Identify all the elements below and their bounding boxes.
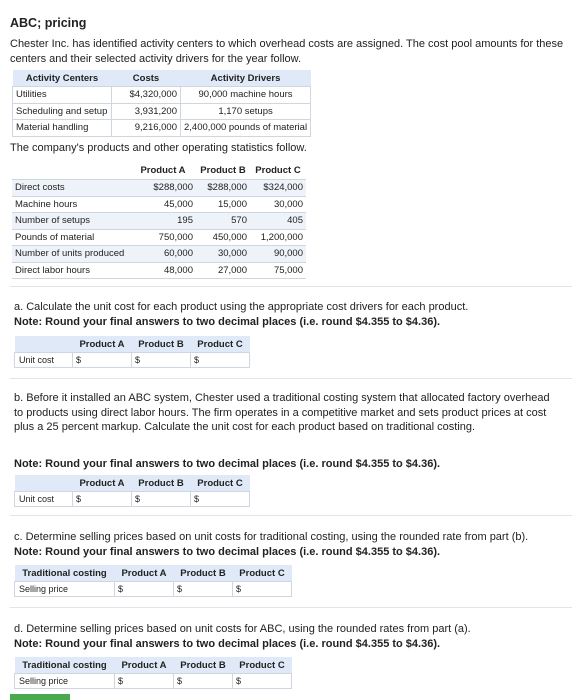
part-d-note: Note: Round your final answers to two decimal places (i.e. round $4.355 to $4.36). [14,638,441,650]
col-header [12,161,130,180]
col-header: Product B [200,164,246,176]
stats-intro: The company's products and other operating statistics follow. [10,142,307,154]
answer-cell [73,353,132,368]
table-cell: 1,170 setups [181,103,311,120]
table-row [12,246,306,263]
col-header: Product B [174,657,233,674]
table-cell: $288,000 [130,180,196,197]
table-cell: Material handling [13,120,112,137]
answer-cell [191,353,250,368]
col-header: Product B [132,475,191,492]
divider [10,286,572,287]
currency-symbol: $ [76,494,82,504]
table-row [12,196,306,213]
unit-cost-c-input[interactable] [202,355,242,365]
currency-symbol: $ [236,676,242,686]
part-c-answer-table [14,565,292,597]
part-d-question: d. Determine selling prices based on unit costs for ABC, using the rounded rates from part (a). [14,623,471,635]
trad-price-c-input[interactable] [244,584,284,594]
answer-cell [191,492,250,507]
table-cell: 75,000 [250,262,306,279]
col-header: Traditional costing [15,565,115,582]
table-cell: 15,000 [196,196,250,213]
table-row [13,87,311,104]
part-a-note: Note: Round your final answers to two decimal places (i.e. round $4.355 to $4.36). [14,316,441,328]
abc-price-a-input[interactable] [126,676,166,686]
table-cell: 3,931,200 [112,103,181,120]
currency-symbol: $ [236,584,242,594]
table-row [15,492,250,507]
table-row [15,674,292,689]
table-cell: 750,000 [130,229,196,246]
answer-cell [115,674,174,689]
row-label: Direct costs [12,180,130,197]
table-cell: 1,200,000 [250,229,306,246]
col-header: Product C [233,657,292,674]
col-header [15,336,73,353]
table-row [12,262,306,279]
trad-price-a-input[interactable] [126,584,166,594]
abc-price-c-input[interactable] [244,676,284,686]
row-label: Pounds of material [12,229,130,246]
row-label: Machine hours [12,196,130,213]
answer-cell [174,582,233,597]
col-header: Product A [115,565,174,582]
table-cell: 48,000 [130,262,196,279]
col-header: Activity Drivers [181,70,311,87]
trad-price-b-input[interactable] [185,584,225,594]
part-a-question: a. Calculate the unit cost for each product using the appropriate cost drivers for each product. [14,301,469,313]
col-header: Costs [112,70,181,87]
currency-symbol: $ [118,676,124,686]
row-label: Number of setups [12,213,130,230]
col-header: Product B [132,336,191,353]
table-cell: 90,000 [250,246,306,263]
divider [10,378,572,379]
unit-cost-b-input[interactable] [143,355,183,365]
part-c-question: c. Determine selling prices based on unit costs for traditional costing, using the rounded rate from part (b). [14,531,529,543]
table-row [12,229,306,246]
table-cell: 405 [250,213,306,230]
currency-symbol: $ [76,355,82,365]
table-row [13,103,311,120]
intro-text: Chester Inc. has identified activity centers to which overhead costs are assigned. The cost pool amounts for these centers and their selected activity drivers for the year follow. [10,38,564,65]
problem-title: ABC; pricing [10,16,87,30]
answer-cell [115,582,174,597]
col-header: Product A [73,475,132,492]
answer-cell [132,492,191,507]
table-cell: 60,000 [130,246,196,263]
row-label: Unit cost [15,492,73,507]
table-cell: 570 [196,213,250,230]
table-row [12,180,306,197]
cost-pool-table [12,70,311,137]
row-label: Unit cost [15,353,73,368]
table-cell: 195 [130,213,196,230]
col-header [15,475,73,492]
stats-table [12,161,306,279]
table-cell: 45,000 [130,196,196,213]
col-header: Product B [174,565,233,582]
currency-symbol: $ [118,584,124,594]
part-b-answer-table [14,475,250,507]
answer-cell [233,582,292,597]
part-b-note: Note: Round your final answers to two decimal places (i.e. round $4.355 to $4.36). [14,458,441,470]
trad-unit-cost-b-input[interactable] [143,494,183,504]
table-cell: 30,000 [250,196,306,213]
row-label: Number of units produced [12,246,130,263]
table-cell: 27,000 [196,262,250,279]
currency-symbol: $ [194,494,200,504]
table-row [15,582,292,597]
col-header: Traditional costing [15,657,115,674]
next-button[interactable] [10,694,70,700]
col-header: Product C [191,336,250,353]
table-cell: $324,000 [250,180,306,197]
table-row [12,213,306,230]
row-label: Selling price [15,582,115,597]
currency-symbol: $ [135,494,141,504]
table-row [13,120,311,137]
answer-cell [233,674,292,689]
divider [10,607,572,608]
row-label: Direct labor hours [12,262,130,279]
answer-cell [174,674,233,689]
answer-cell [132,353,191,368]
col-header: Product C [233,565,292,582]
col-header: Activity Centers [13,70,112,87]
table-cell: Scheduling and setup [13,103,112,120]
table-cell: $288,000 [196,180,250,197]
unit-cost-a-input[interactable] [84,355,124,365]
table-cell: Utilities [13,87,112,104]
trad-unit-cost-a-input[interactable] [84,494,124,504]
col-header: Product A [115,657,174,674]
col-header: Product A [73,336,132,353]
table-cell: 9,216,000 [112,120,181,137]
col-header: Product A [140,164,186,176]
row-label: Selling price [15,674,115,689]
trad-unit-cost-c-input[interactable] [202,494,242,504]
table-cell: 90,000 machine hours [181,87,311,104]
part-b-question: b. Before it installed an ABC system, Chester used a traditional costing system that allocated factory overhead to products using direct labor hours. The firm operates in a competitive market and sets product prices at cost plus a 25 percent markup. Calculate the unit cost for each product based on traditional costing. [14,392,550,433]
table-cell: 450,000 [196,229,250,246]
currency-symbol: $ [135,355,141,365]
table-cell: 30,000 [196,246,250,263]
part-a-answer-table [14,336,250,368]
currency-symbol: $ [177,676,183,686]
abc-price-b-input[interactable] [185,676,225,686]
answer-cell [73,492,132,507]
table-row [15,353,250,368]
part-d-answer-table [14,657,292,689]
table-cell: $4,320,000 [112,87,181,104]
part-c-note: Note: Round your final answers to two decimal places (i.e. round $4.355 to $4.36). [14,546,441,558]
currency-symbol: $ [177,584,183,594]
col-header: Product C [191,475,250,492]
divider [10,515,572,516]
table-cell: 2,400,000 pounds of material [181,120,311,137]
currency-symbol: $ [194,355,200,365]
col-header: Product C [255,164,301,176]
